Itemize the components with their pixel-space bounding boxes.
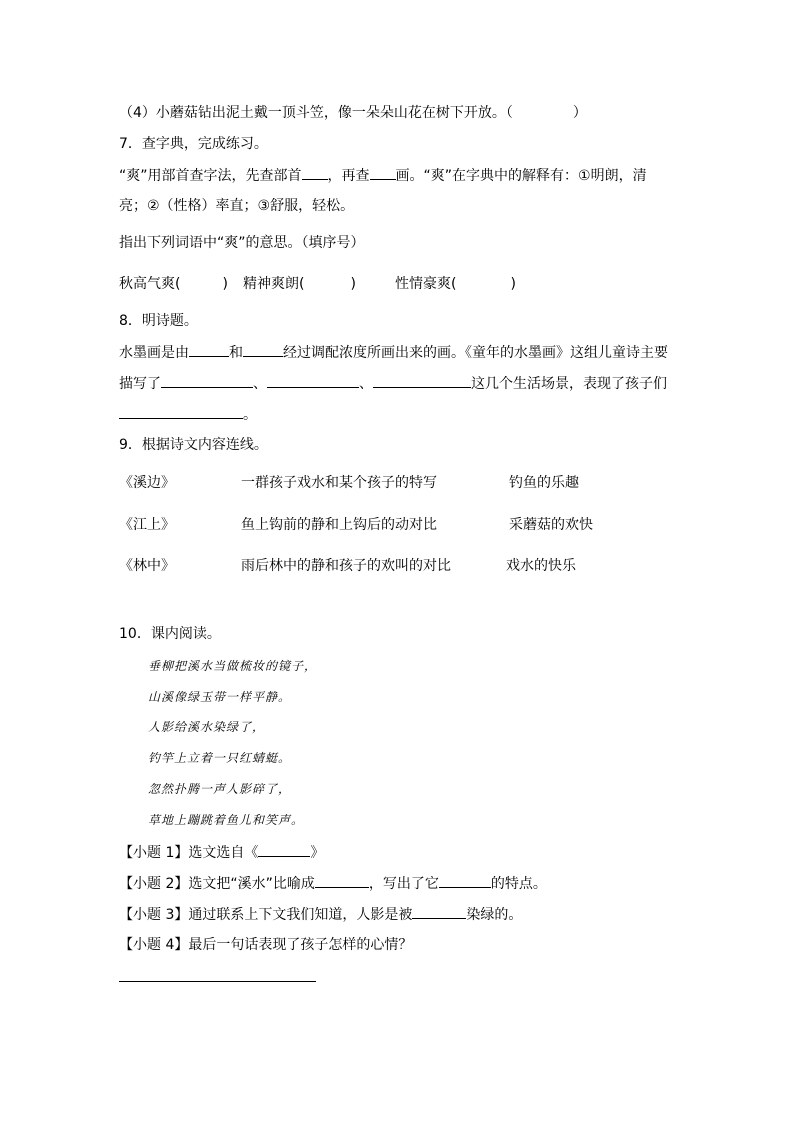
poem-line-1: 垂柳把溪水当做梳妆的镜子， (148, 659, 318, 673)
q8-blank-6[interactable] (119, 404, 243, 419)
q7-instruction: 指出下列词语中“爽”的意思。（填序号） (119, 235, 365, 251)
poem-line-3: 人影给溪水染绿了， (148, 720, 266, 734)
q7-word-1[interactable]: 秋高气爽( ) (119, 276, 228, 292)
q10-sub4: 【小题 4】最后一句话表现了孩子怎样的心情？ (119, 937, 413, 953)
q8-blank-5[interactable] (373, 373, 471, 388)
q8-line3: 。 (119, 404, 257, 425)
q6-item-4: （4）小蘑菇钻出泥土戴一顶斗笠，像一朵朵山花在树下开放。（ ） (119, 105, 587, 121)
q9-desc-3[interactable]: 雨后林中的静和孩子的欢叫的对比 (241, 558, 451, 574)
q8-line1: 水墨画是由 和 经过调配浓度所画出来的画。《童年的水墨画》这组儿童诗主要 (119, 342, 668, 363)
poem-line-6: 草地上蹦跳着鱼儿和笑声。 (148, 813, 305, 827)
q9-poem-3[interactable]: 《林中》 (119, 558, 175, 574)
q9-desc-2[interactable]: 鱼上钩前的静和上钩后的动对比 (241, 517, 437, 533)
q10-sub2-blank-1[interactable] (315, 873, 369, 888)
q10-sub3-blank[interactable] (412, 904, 466, 919)
q8-blank-2[interactable] (243, 342, 283, 357)
q8-title: 8．明诗题。 (119, 313, 198, 329)
q10-sub1-blank[interactable] (258, 842, 310, 857)
q7-line1: “爽”用部首查字法，先查部首 ，再查 画。“爽”在字典中的解释有：①明朗，清 (119, 165, 647, 186)
q7-blank-strokes[interactable] (370, 165, 396, 180)
q7-title: 7．查字典，完成练习。 (119, 136, 268, 152)
q7-word-2[interactable]: 精神爽朗( ) (243, 276, 356, 292)
q8-blank-3[interactable] (161, 373, 253, 388)
q10-sub2-blank-2[interactable] (439, 873, 491, 888)
q7-word-3[interactable]: 性情豪爽( ) (395, 276, 516, 292)
q10-sub3: 【小题 3】通过联系上下文我们知道，人影是被 染绿的。 (119, 904, 522, 925)
q10-sub4-answer-line[interactable] (119, 981, 316, 982)
q8-blank-4[interactable] (267, 373, 359, 388)
q9-title: 9．根据诗文内容连线。 (119, 437, 268, 453)
poem-line-5: 忽然扑腾一声人影碎了， (148, 782, 292, 796)
q10-sub1: 【小题 1】选文选自《 》 (119, 842, 324, 863)
q7-line2: 亮；②（性格）率直；③舒服，轻松。 (119, 198, 355, 214)
q9-theme-3[interactable]: 戏水的快乐 (506, 558, 576, 574)
poem-line-2: 山溪像绿玉带一样平静。 (148, 690, 292, 704)
q9-theme-1[interactable]: 钓鱼的乐趣 (509, 475, 579, 491)
q9-poem-1[interactable]: 《溪边》 (119, 475, 175, 491)
q10-sub2: 【小题 2】选文把“溪水”比喻成 ，写出了它 的特点。 (119, 873, 547, 894)
q9-theme-2[interactable]: 采蘑菇的欢快 (509, 517, 593, 533)
poem-line-4: 钓竿上立着一只红蜻蜓。 (148, 751, 292, 765)
q8-blank-1[interactable] (189, 342, 229, 357)
q10-title: 10．课内阅读。 (119, 626, 221, 642)
q9-desc-1[interactable]: 一群孩子戏水和某个孩子的特写 (241, 475, 437, 491)
q9-poem-2[interactable]: 《江上》 (119, 517, 175, 533)
q7-blank-radical[interactable] (302, 165, 328, 180)
q8-line2: 描写了 、 、 这几个生活场景，表现了孩子们 (119, 373, 667, 394)
